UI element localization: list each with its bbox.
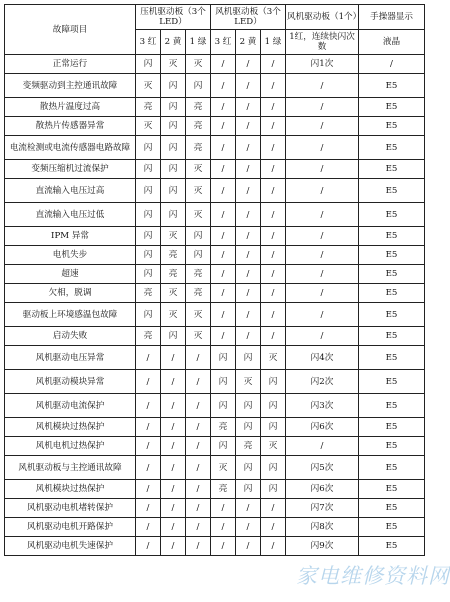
status-cell-lcd: E5 [359, 456, 425, 480]
status-cell-f1: / [261, 55, 286, 74]
status-cell-c3: / [136, 456, 161, 480]
header-fan-board-single: 风机驱动板（1个） [286, 5, 359, 30]
status-cell-f2: / [236, 136, 261, 160]
status-cell-lcd: E5 [359, 346, 425, 370]
status-cell-f1: / [261, 98, 286, 117]
status-cell-blink: / [286, 246, 359, 265]
status-cell-lcd: E5 [359, 284, 425, 303]
status-cell-f1: 闪 [261, 394, 286, 418]
status-cell-f2: 闪 [236, 418, 261, 437]
fault-name-cell: 散热片传感器异常 [5, 117, 136, 136]
fault-name-cell: 电机失步 [5, 246, 136, 265]
status-cell-f1: / [261, 203, 286, 227]
fault-name-cell: 正常运行 [5, 55, 136, 74]
status-cell-c3: 闪 [136, 303, 161, 327]
status-cell-f3: 闪 [211, 370, 236, 394]
status-cell-c3: 亮 [136, 327, 161, 346]
table-row [5, 499, 425, 518]
status-cell-c3: 灭 [136, 74, 161, 98]
fault-name-cell: 变频压缩机过流保护 [5, 160, 136, 179]
status-cell-f3: / [211, 117, 236, 136]
status-cell-c1: 亮 [186, 136, 211, 160]
status-cell-c2: 闪 [161, 179, 186, 203]
status-cell-f2: / [236, 55, 261, 74]
status-cell-f1: / [261, 284, 286, 303]
status-cell-f2: / [236, 203, 261, 227]
status-cell-f3: / [211, 518, 236, 537]
status-cell-blink: 闪6次 [286, 480, 359, 499]
status-cell-c2: / [161, 437, 186, 456]
status-cell-f3: / [211, 160, 236, 179]
status-cell-c3: 闪 [136, 227, 161, 246]
status-cell-f1: 闪 [261, 480, 286, 499]
status-cell-f1: / [261, 537, 286, 556]
status-cell-c1: 亮 [186, 284, 211, 303]
fault-name-cell: 风机电机过热保护 [5, 437, 136, 456]
status-cell-c2: 灭 [161, 227, 186, 246]
table-row [5, 227, 425, 246]
fault-name-cell: 变频驱动到主控通讯故障 [5, 74, 136, 98]
status-cell-blink: / [286, 136, 359, 160]
status-cell-f2: / [236, 327, 261, 346]
fault-name-cell: 风机驱动电机失速保护 [5, 537, 136, 556]
status-cell-f1: / [261, 179, 286, 203]
table-row [5, 518, 425, 537]
status-cell-c1: / [186, 394, 211, 418]
status-cell-f3: / [211, 303, 236, 327]
fault-name-cell: 风机驱动电压异常 [5, 346, 136, 370]
status-cell-lcd: E5 [359, 179, 425, 203]
table-row [5, 303, 425, 327]
status-cell-blink: / [286, 98, 359, 117]
status-cell-f2: / [236, 537, 261, 556]
status-cell-lcd: E5 [359, 160, 425, 179]
status-cell-lcd: E5 [359, 437, 425, 456]
status-cell-blink: / [286, 203, 359, 227]
status-cell-c3: 亮 [136, 284, 161, 303]
table-row [5, 456, 425, 480]
fault-name-cell: 风机驱动电机开路保护 [5, 518, 136, 537]
status-cell-c3: / [136, 537, 161, 556]
fault-table [4, 4, 425, 556]
header-led-3: 3 红 [136, 30, 161, 55]
status-cell-c1: / [186, 418, 211, 437]
header-lcd: 液晶 [359, 30, 425, 55]
status-cell-blink: / [286, 117, 359, 136]
status-cell-f3: 灭 [211, 456, 236, 480]
status-cell-c1: 闪 [186, 227, 211, 246]
table-row [5, 327, 425, 346]
status-cell-c3: 闪 [136, 136, 161, 160]
status-cell-blink: / [286, 160, 359, 179]
table-row [5, 136, 425, 160]
status-cell-c2: 闪 [161, 117, 186, 136]
status-cell-blink: / [286, 179, 359, 203]
status-cell-f3: / [211, 246, 236, 265]
status-cell-f1: / [261, 246, 286, 265]
status-cell-f1: / [261, 265, 286, 284]
status-cell-lcd: E5 [359, 303, 425, 327]
status-cell-f3: 闪 [211, 437, 236, 456]
status-cell-lcd: E5 [359, 480, 425, 499]
status-cell-f3: / [211, 327, 236, 346]
status-cell-blink: / [286, 227, 359, 246]
status-cell-blink: 闪9次 [286, 537, 359, 556]
status-cell-blink: 闪5次 [286, 456, 359, 480]
status-cell-f3: 闪 [211, 346, 236, 370]
status-cell-c1: 亮 [186, 117, 211, 136]
status-cell-c3: 亮 [136, 98, 161, 117]
fault-name-cell: IPM 异常 [5, 227, 136, 246]
status-cell-c2: / [161, 370, 186, 394]
status-cell-lcd: E5 [359, 246, 425, 265]
status-cell-f2: 闪 [236, 480, 261, 499]
status-cell-f2: / [236, 227, 261, 246]
status-cell-c2: 灭 [161, 284, 186, 303]
status-cell-c3: / [136, 394, 161, 418]
status-cell-blink: / [286, 74, 359, 98]
status-cell-f3: / [211, 284, 236, 303]
status-cell-c1: / [186, 437, 211, 456]
status-cell-f1: 灭 [261, 437, 286, 456]
status-cell-lcd: E5 [359, 265, 425, 284]
status-cell-lcd: E5 [359, 518, 425, 537]
status-cell-c1: 灭 [186, 303, 211, 327]
status-cell-blink: 闪3次 [286, 394, 359, 418]
status-cell-f2: / [236, 303, 261, 327]
status-cell-f2: / [236, 117, 261, 136]
fault-name-cell: 直流输入电压过低 [5, 203, 136, 227]
status-cell-f3: 亮 [211, 418, 236, 437]
header-led-1: 1 绿 [186, 30, 211, 55]
table-row [5, 117, 425, 136]
fault-name-cell: 散热片温度过高 [5, 98, 136, 117]
status-cell-c2: 闪 [161, 74, 186, 98]
header-compressor-board: 压机驱动板（3个LED） [136, 5, 211, 30]
status-cell-c3: 闪 [136, 203, 161, 227]
status-cell-f2: / [236, 265, 261, 284]
status-cell-f3: / [211, 55, 236, 74]
status-cell-c2: / [161, 346, 186, 370]
status-cell-f1: / [261, 303, 286, 327]
status-cell-c1: / [186, 346, 211, 370]
fault-name-cell: 直流输入电压过高 [5, 179, 136, 203]
fault-name-cell: 风机驱动板与主控通讯故障 [5, 456, 136, 480]
status-cell-f3: / [211, 203, 236, 227]
status-cell-c2: / [161, 537, 186, 556]
status-cell-c2: 灭 [161, 55, 186, 74]
status-cell-f2: / [236, 179, 261, 203]
status-cell-f2: / [236, 284, 261, 303]
status-cell-c3: / [136, 418, 161, 437]
status-cell-c3: 闪 [136, 246, 161, 265]
status-cell-lcd: E5 [359, 394, 425, 418]
status-cell-f2: / [236, 518, 261, 537]
status-cell-blink: 闪8次 [286, 518, 359, 537]
fault-name-cell: 风机模块过热保护 [5, 418, 136, 437]
status-cell-c3: / [136, 518, 161, 537]
status-cell-f3: / [211, 499, 236, 518]
status-cell-c1: 灭 [186, 327, 211, 346]
status-cell-f1: 闪 [261, 418, 286, 437]
fault-name-cell: 驱动板上环境感温包故障 [5, 303, 136, 327]
status-cell-c2: 闪 [161, 327, 186, 346]
status-cell-blink: / [286, 437, 359, 456]
status-cell-f1: / [261, 518, 286, 537]
status-cell-f1: / [261, 74, 286, 98]
status-cell-c2: / [161, 394, 186, 418]
status-cell-lcd: / [359, 55, 425, 74]
status-cell-c3: 闪 [136, 55, 161, 74]
status-cell-c1: 闪 [186, 246, 211, 265]
status-cell-c1: 灭 [186, 160, 211, 179]
header-fan-led-3: 3 红 [211, 30, 236, 55]
status-cell-f2: / [236, 246, 261, 265]
status-cell-blink: 闪7次 [286, 499, 359, 518]
status-cell-c3: / [136, 370, 161, 394]
status-cell-c3: 闪 [136, 265, 161, 284]
status-cell-lcd: E5 [359, 117, 425, 136]
status-cell-c2: 亮 [161, 246, 186, 265]
status-cell-f3: / [211, 74, 236, 98]
status-cell-c1: / [186, 537, 211, 556]
fault-name-cell: 电流检测或电流传感器电路故障 [5, 136, 136, 160]
status-cell-c2: / [161, 499, 186, 518]
status-cell-blink: / [286, 327, 359, 346]
fault-name-cell: 超速 [5, 265, 136, 284]
table-row [5, 346, 425, 370]
table-row [5, 480, 425, 499]
status-cell-lcd: E5 [359, 327, 425, 346]
fault-name-cell: 启动失败 [5, 327, 136, 346]
table-row [5, 265, 425, 284]
status-cell-c3: 灭 [136, 117, 161, 136]
table-row [5, 179, 425, 203]
status-cell-lcd: E5 [359, 370, 425, 394]
status-cell-lcd: E5 [359, 136, 425, 160]
status-cell-f2: 亮 [236, 437, 261, 456]
status-cell-blink: / [286, 303, 359, 327]
header-fan-led-1: 1 绿 [261, 30, 286, 55]
status-cell-blink: 闪6次 [286, 418, 359, 437]
status-cell-c2: / [161, 518, 186, 537]
status-cell-lcd: E5 [359, 98, 425, 117]
status-cell-c3: 闪 [136, 179, 161, 203]
status-cell-blink: 闪2次 [286, 370, 359, 394]
status-cell-f3: 闪 [211, 394, 236, 418]
status-cell-f1: / [261, 117, 286, 136]
header-flash-desc: 1红，连续快闪次数 [286, 30, 359, 55]
status-cell-f3: / [211, 265, 236, 284]
fault-name-cell: 风机驱动电机堵转保护 [5, 499, 136, 518]
status-cell-c1: 闪 [186, 74, 211, 98]
status-cell-f3: / [211, 179, 236, 203]
status-cell-blink: 闪1次 [286, 55, 359, 74]
status-cell-c1: 亮 [186, 98, 211, 117]
table-row [5, 55, 425, 74]
table-row [5, 394, 425, 418]
status-cell-c1: 灭 [186, 55, 211, 74]
header-fan-board: 风机驱动板（3个LED） [211, 5, 286, 30]
header-fan-led-2: 2 黄 [236, 30, 261, 55]
status-cell-c2: 闪 [161, 98, 186, 117]
status-cell-f2: 灭 [236, 370, 261, 394]
status-cell-f2: / [236, 499, 261, 518]
status-cell-c2: 闪 [161, 160, 186, 179]
status-cell-c3: / [136, 437, 161, 456]
table-row [5, 537, 425, 556]
status-cell-c1: 灭 [186, 203, 211, 227]
status-cell-f2: 闪 [236, 456, 261, 480]
status-cell-f1: 闪 [261, 456, 286, 480]
fault-name-cell: 风机驱动电流保护 [5, 394, 136, 418]
status-cell-c1: / [186, 499, 211, 518]
status-cell-f1: / [261, 327, 286, 346]
status-cell-c1: 灭 [186, 179, 211, 203]
status-cell-f2: / [236, 98, 261, 117]
status-cell-lcd: E5 [359, 227, 425, 246]
table-row [5, 74, 425, 98]
status-cell-c1: 亮 [186, 265, 211, 284]
table-row [5, 437, 425, 456]
status-cell-f3: 亮 [211, 480, 236, 499]
status-cell-c3: / [136, 480, 161, 499]
status-cell-f1: / [261, 160, 286, 179]
watermark: 家电维修资料网 [296, 564, 450, 588]
header-fault-item: 故障项目 [5, 5, 136, 55]
status-cell-f2: 闪 [236, 394, 261, 418]
status-cell-blink: / [286, 284, 359, 303]
status-cell-lcd: E5 [359, 74, 425, 98]
table-row [5, 203, 425, 227]
status-cell-f3: / [211, 227, 236, 246]
status-cell-c1: / [186, 370, 211, 394]
status-cell-f1: 闪 [261, 370, 286, 394]
status-cell-c2: 闪 [161, 203, 186, 227]
status-cell-c2: 灭 [161, 303, 186, 327]
status-cell-lcd: E5 [359, 499, 425, 518]
status-cell-f1: / [261, 499, 286, 518]
table-row [5, 370, 425, 394]
status-cell-c3: 闪 [136, 160, 161, 179]
status-cell-f2: / [236, 160, 261, 179]
fault-name-cell: 欠相，脱调 [5, 284, 136, 303]
status-cell-c1: / [186, 480, 211, 499]
status-cell-f1: / [261, 136, 286, 160]
status-cell-c2: / [161, 418, 186, 437]
status-cell-f1: 灭 [261, 346, 286, 370]
status-cell-c3: / [136, 346, 161, 370]
table-row [5, 284, 425, 303]
status-cell-f3: / [211, 537, 236, 556]
table-row [5, 246, 425, 265]
status-cell-blink: 闪4次 [286, 346, 359, 370]
status-cell-f3: / [211, 98, 236, 117]
table-row [5, 160, 425, 179]
status-cell-c1: / [186, 518, 211, 537]
header-led-2: 2 黄 [161, 30, 186, 55]
status-cell-blink: / [286, 265, 359, 284]
status-cell-lcd: E5 [359, 203, 425, 227]
status-cell-lcd: E5 [359, 418, 425, 437]
table-row [5, 418, 425, 437]
status-cell-f2: 闪 [236, 346, 261, 370]
status-cell-f1: / [261, 227, 286, 246]
status-cell-c2: / [161, 456, 186, 480]
status-cell-f3: / [211, 136, 236, 160]
status-cell-c1: / [186, 456, 211, 480]
fault-name-cell: 风机模块过热保护 [5, 480, 136, 499]
status-cell-c2: / [161, 480, 186, 499]
status-cell-c2: 亮 [161, 265, 186, 284]
fault-name-cell: 风机驱动模块异常 [5, 370, 136, 394]
status-cell-c2: 闪 [161, 136, 186, 160]
header-controller: 手操器显示 [359, 5, 425, 30]
table-row [5, 98, 425, 117]
status-cell-c3: / [136, 499, 161, 518]
status-cell-f2: / [236, 74, 261, 98]
status-cell-lcd: E5 [359, 537, 425, 556]
